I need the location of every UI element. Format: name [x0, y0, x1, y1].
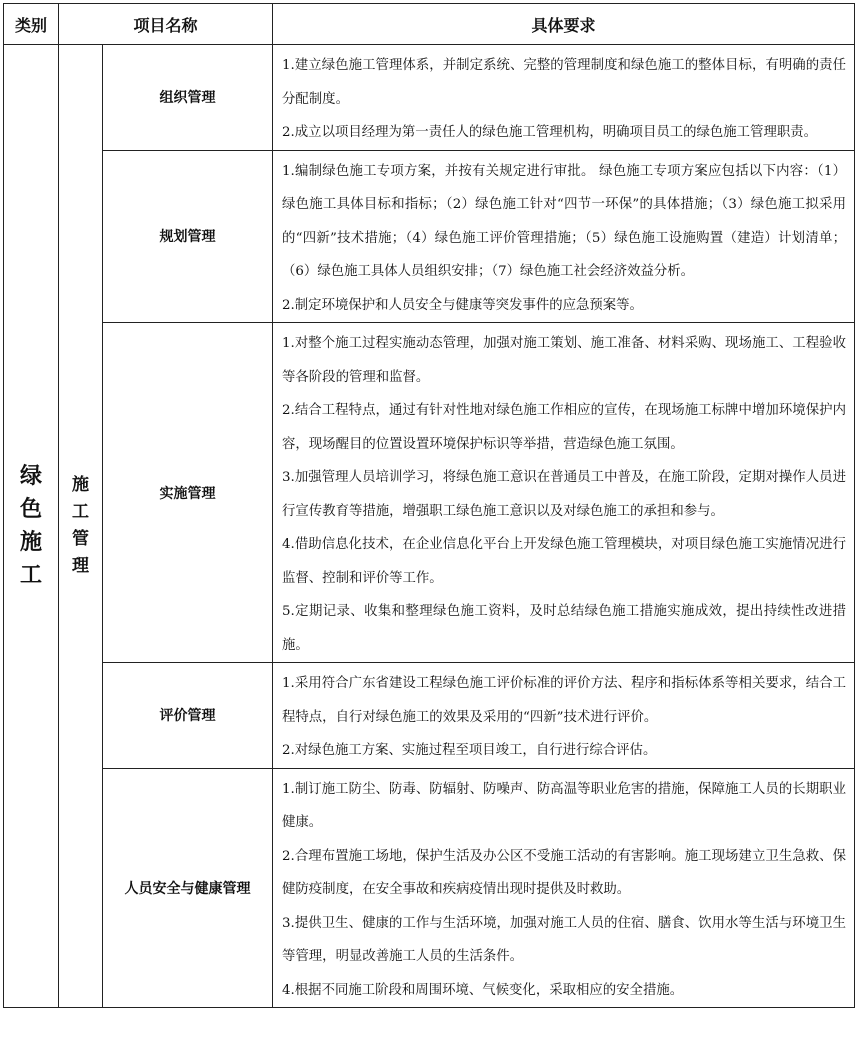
requirement-item: 2.成立以项目经理为第一责任人的绿色施工管理机构，明确项目员工的绿色施工管理职责。	[282, 125, 818, 140]
table-row	[4, 768, 855, 1008]
item-name-organization: 组织管理	[103, 45, 273, 151]
header-category: 类别	[4, 4, 59, 45]
requirement-item: 4.借助信息化技术，在企业信息化平台上开发绿色施工管理模块，对项目绿色施工实施情况进行监督、控制和评价等工作。	[282, 537, 847, 586]
item-name-safety-health: 人员安全与健康管理	[103, 768, 273, 1008]
item-name-planning: 规划管理	[103, 150, 273, 323]
requirement-item: 1.建立绿色施工管理体系，并制定系统、完整的管理制度和绿色施工的整体目标，有明确的责任分配制度。	[282, 58, 847, 107]
requirement-item: 4.根据不同施工阶段和周围环境、气候变化，采取相应的安全措施。	[282, 982, 684, 998]
requirement-item: 1.对整个施工过程实施动态管理，加强对施工策划、施工准备、材料采购、现场施工、工程验收等各阶段的管理和监督。	[282, 336, 847, 385]
requirement-item: 1.制订施工防尘、防毒、防辐射、防噪声、防高温等职业危害的措施，保障施工人员的长期职业健康。	[282, 781, 847, 830]
item-name-implementation: 实施管理	[103, 323, 273, 663]
table-row	[4, 323, 855, 663]
subcategory-cell	[59, 45, 103, 1008]
requirements-implementation	[273, 323, 855, 663]
requirements-planning	[273, 150, 855, 323]
subcategory-label: 施 工 管 理	[72, 475, 89, 576]
requirement-item: 1.编制绿色施工专项方案，并按有关规定进行审批。 绿色施工专项方案应包括以下内容：（1）绿色施工具体目标和指标；（2）绿色施工针对“四节一环保”的具体措施；（3）绿色施工拟采用的“四新”技术措施；（4）绿色施工评价管理措施；（5）绿色施工设施购置（建造）计划清单；（6）绿色施工具体人员组织安排；（7）绿色施工社会经济效益分析。	[282, 163, 847, 279]
requirement-item: 2.结合工程特点，通过有针对性地对绿色施工作相应的宣传，在现场施工标牌中增加环境保护内容，现场醒目的位置设置环境保护标识等举措，营造绿色施工氛围。	[282, 403, 847, 452]
requirements-safety-health	[273, 768, 855, 1008]
requirement-item: 3.提供卫生、健康的工作与生活环境，加强对施工人员的住宿、膳食、饮用水等生活与环境卫生等管理，明显改善施工人员的生活条件。	[282, 915, 847, 964]
requirement-item: 1.采用符合广东省建设工程绿色施工评价标准的评价方法、程序和指标体系等相关要求，结合工程特点，自行对绿色施工的效果及采用的“四新”技术进行评价。	[282, 676, 847, 725]
requirements-organization	[273, 45, 855, 151]
category-label: 绿 色 施 工	[19, 464, 42, 588]
header-requirements: 具体要求	[273, 4, 855, 45]
table-row	[4, 663, 855, 769]
header-row	[4, 4, 855, 45]
requirement-item: 5.定期记录、收集和整理绿色施工资料，及时总结绿色施工措施实施成效，提出持续性改进措施。	[282, 604, 847, 653]
item-name-evaluation: 评价管理	[103, 663, 273, 769]
requirements-evaluation	[273, 663, 855, 769]
table-row	[4, 45, 855, 151]
table-row	[4, 150, 855, 323]
requirement-item: 2.合理布置施工场地，保护生活及办公区不受施工活动的有害影响。施工现场建立卫生急救、保健防疫制度，在安全事故和疾病疫情出现时提供及时救助。	[282, 848, 847, 897]
category-cell	[4, 45, 59, 1008]
green-construction-table	[3, 3, 855, 1008]
header-item-name: 项目名称	[59, 4, 273, 45]
requirement-item: 3.加强管理人员培训学习，将绿色施工意识在普通员工中普及，在施工阶段，定期对操作人员进行宣传教育等措施，增强职工绿色施工意识以及对绿色施工的承担和参与。	[282, 470, 847, 519]
requirement-item: 2.对绿色施工方案、实施过程至项目竣工，自行进行综合评估。	[282, 743, 657, 758]
requirement-item: 2.制定环境保护和人员安全与健康等突发事件的应急预案等。	[282, 297, 643, 313]
